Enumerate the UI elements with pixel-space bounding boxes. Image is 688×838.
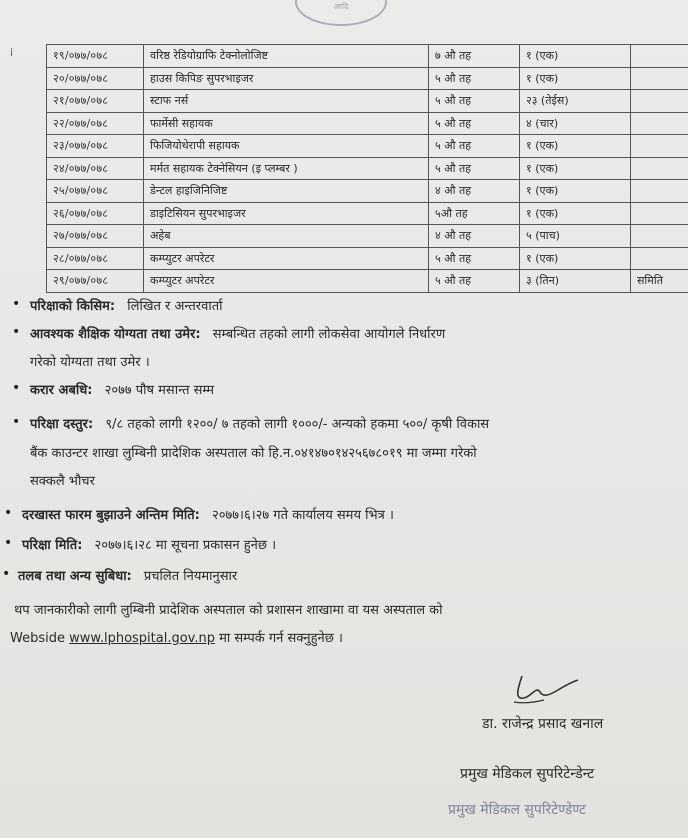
qualification-value: सम्बन्धित तहको लागी लोकसेवा आयोगले निर्धारण	[212, 327, 446, 342]
post-count-cell: १ (एक)	[520, 45, 631, 68]
post-level-cell: ५औ तह	[429, 202, 520, 225]
vacancy-table	[46, 44, 688, 293]
post-count-cell: २३ (तेईस)	[520, 90, 631, 113]
post-note-cell	[631, 67, 688, 90]
office-stamp: आदि	[295, 0, 387, 26]
post-name-cell: अहेब	[144, 225, 429, 248]
post-ref-cell: २३/०७७/०७८	[47, 135, 144, 158]
salary-label: तलब तथा अन्य सुबिधा:	[18, 569, 132, 584]
fee-line-3: सक्कलै भौचर	[30, 474, 95, 489]
post-level-cell: ४ औ तह	[429, 180, 520, 203]
fee-line	[30, 414, 489, 432]
post-ref-cell: २७/०७७/०७८	[47, 225, 144, 248]
footer-line-2	[10, 628, 343, 646]
qualification-line	[30, 324, 445, 342]
post-ref-cell: २६/०७७/०७८	[47, 202, 144, 225]
table-row	[47, 270, 688, 293]
deadline-line	[22, 505, 394, 523]
exam-date-value: २०७७।६।२८ मा सूचना प्रकासन हुनेछ ।	[94, 538, 277, 553]
post-level-cell: ५ औ तह	[429, 67, 520, 90]
contract-label: करार अबधि:	[30, 383, 93, 398]
post-note-cell	[631, 90, 688, 113]
post-note-cell	[631, 45, 688, 68]
exam-date-line	[22, 535, 276, 553]
footer-line-2-rest: मा सम्पर्क गर्न सक्नुहुनेछ ।	[219, 631, 343, 646]
post-ref-cell: २४/०७७/०७८	[47, 157, 144, 180]
exam-type-label: परिक्षाको किसिम:	[30, 299, 116, 314]
post-ref-cell: २५/०७७/०७८	[47, 180, 144, 203]
post-name-cell: कम्प्युटर अपरेटर	[144, 270, 429, 293]
fee-line-2: बैंक काउन्टर शाखा लुम्बिनी प्रादेशिक अस्पताल को हि.न.०४१४७०१४२५६७८०१९ मा जम्मा गरेको	[30, 446, 477, 461]
table-row	[47, 67, 688, 90]
bullet-icon: •	[12, 296, 21, 312]
post-count-cell: ३ (तिन)	[520, 270, 631, 293]
table-row	[47, 90, 688, 113]
bullet-icon: •	[12, 414, 21, 430]
post-level-cell: ७ औ तह	[429, 45, 520, 68]
post-note-cell	[631, 135, 688, 158]
post-count-cell: १ (एक)	[520, 202, 631, 225]
table-row	[47, 225, 688, 248]
fee-value: ९/८ तहको लागी १२००/ ७ तहको लागी १०००/- अन्यको हकमा ५००/ कृषी विकास	[105, 417, 490, 432]
post-level-cell: ५ औ तह	[429, 157, 520, 180]
footer-line-1: थप जानकारीको लागी लुम्बिनी प्रादेशिक अस्पताल को प्रशासन शाखामा वा यस अस्पताल को	[14, 603, 443, 618]
post-count-cell: ४ (चार)	[520, 112, 631, 135]
post-ref-cell: २८/०७७/०७८	[47, 247, 144, 270]
table-row	[47, 135, 688, 158]
bullet-icon: •	[2, 566, 11, 582]
bullet-icon: •	[4, 505, 13, 521]
website-link[interactable]: www.lphospital.gov.np	[69, 631, 215, 646]
post-level-cell: ५ औ तह	[429, 135, 520, 158]
table-row	[47, 157, 688, 180]
exam-type-line	[30, 296, 222, 314]
post-name-cell: फिजियोथेरापी सहायक	[144, 135, 429, 158]
post-note-cell	[631, 157, 688, 180]
post-count-cell: १ (एक)	[520, 157, 631, 180]
post-name-cell: हाउस किपिङ सुपरभाइजर	[144, 67, 429, 90]
exam-type-value: लिखित र अन्तरवार्ता	[127, 299, 223, 314]
post-name-cell: स्टाफ नर्स	[144, 90, 429, 113]
bullet-icon: •	[4, 535, 13, 551]
post-note-cell	[631, 202, 688, 225]
post-count-cell: १ (एक)	[520, 247, 631, 270]
fee-label: परिक्षा दस्तुर:	[30, 417, 94, 432]
table-row	[47, 180, 688, 203]
margin-mark: ⅰ	[10, 46, 14, 59]
post-note-cell	[631, 225, 688, 248]
qualification-cont: गरेको योग्यता तथा उमेर ।	[30, 355, 150, 370]
bullet-icon: •	[12, 380, 21, 396]
post-ref-cell: १९/०७७/०७८	[47, 45, 144, 68]
signer-name: डा. राजेन्द्र प्रसाद खनाल	[482, 716, 604, 732]
post-name-cell: फार्मेसी सहायक	[144, 112, 429, 135]
post-count-cell: १ (एक)	[520, 180, 631, 203]
post-ref-cell: २२/०७७/०७८	[47, 112, 144, 135]
signature-mark	[510, 672, 580, 706]
salary-value: प्रचलित नियमानुसार	[143, 569, 238, 584]
table-row	[47, 45, 688, 68]
bullet-icon: •	[12, 324, 21, 340]
post-name-cell: कम्प्युटर अपरेटर	[144, 247, 429, 270]
qualification-label: आवश्यक शैक्षिक योग्यता तथा उमेर:	[30, 327, 201, 342]
deadline-value: २०७७।६।२७ गते कार्यालय समय भित्र ।	[211, 508, 394, 523]
table-row	[47, 112, 688, 135]
contract-value: २०७७ पौष मसान्त सम्म	[104, 383, 215, 398]
post-name-cell: मर्मत सहायक टेक्नेसियन (इ प्लम्बर )	[144, 157, 429, 180]
salary-line	[18, 566, 237, 584]
post-note-cell: समिति	[631, 270, 688, 293]
table-row	[47, 202, 688, 225]
post-note-cell	[631, 112, 688, 135]
post-count-cell: १ (एक)	[520, 135, 631, 158]
post-level-cell: ५ औ तह	[429, 112, 520, 135]
post-name-cell: डाइटिसियन सुपरभाइजर	[144, 202, 429, 225]
post-level-cell: ५ औ तह	[429, 247, 520, 270]
post-ref-cell: २१/०७७/०७८	[47, 90, 144, 113]
post-count-cell: ५ (पाच)	[520, 225, 631, 248]
signer-title: प्रमुख मेडिकल सुपरिटेन्डेन्ट	[460, 766, 595, 782]
post-name-cell: वरिष्ठ रेडियोग्राफि टेक्नोलोजिष्ट	[144, 45, 429, 68]
exam-date-label: परिक्षा मिति:	[22, 538, 83, 553]
post-count-cell: १ (एक)	[520, 67, 631, 90]
post-note-cell	[631, 180, 688, 203]
webside-label: Webside	[10, 631, 65, 646]
post-name-cell: डेन्टल हाइजिनिजिष्ट	[144, 180, 429, 203]
post-ref-cell: २९/०७७/०७८	[47, 270, 144, 293]
post-level-cell: ४ औ तह	[429, 225, 520, 248]
post-level-cell: ५ औ तह	[429, 90, 520, 113]
official-seal: प्रमुख मेडिकल सुपरिटेण्डेण्ट	[448, 802, 586, 818]
contract-line	[30, 380, 214, 398]
post-ref-cell: २०/०७७/०७८	[47, 67, 144, 90]
post-level-cell: ५ औ तह	[429, 270, 520, 293]
table-row	[47, 247, 688, 270]
deadline-label: दरखास्त फारम बुझाउने अन्तिम मिति:	[22, 508, 200, 523]
post-note-cell	[631, 247, 688, 270]
